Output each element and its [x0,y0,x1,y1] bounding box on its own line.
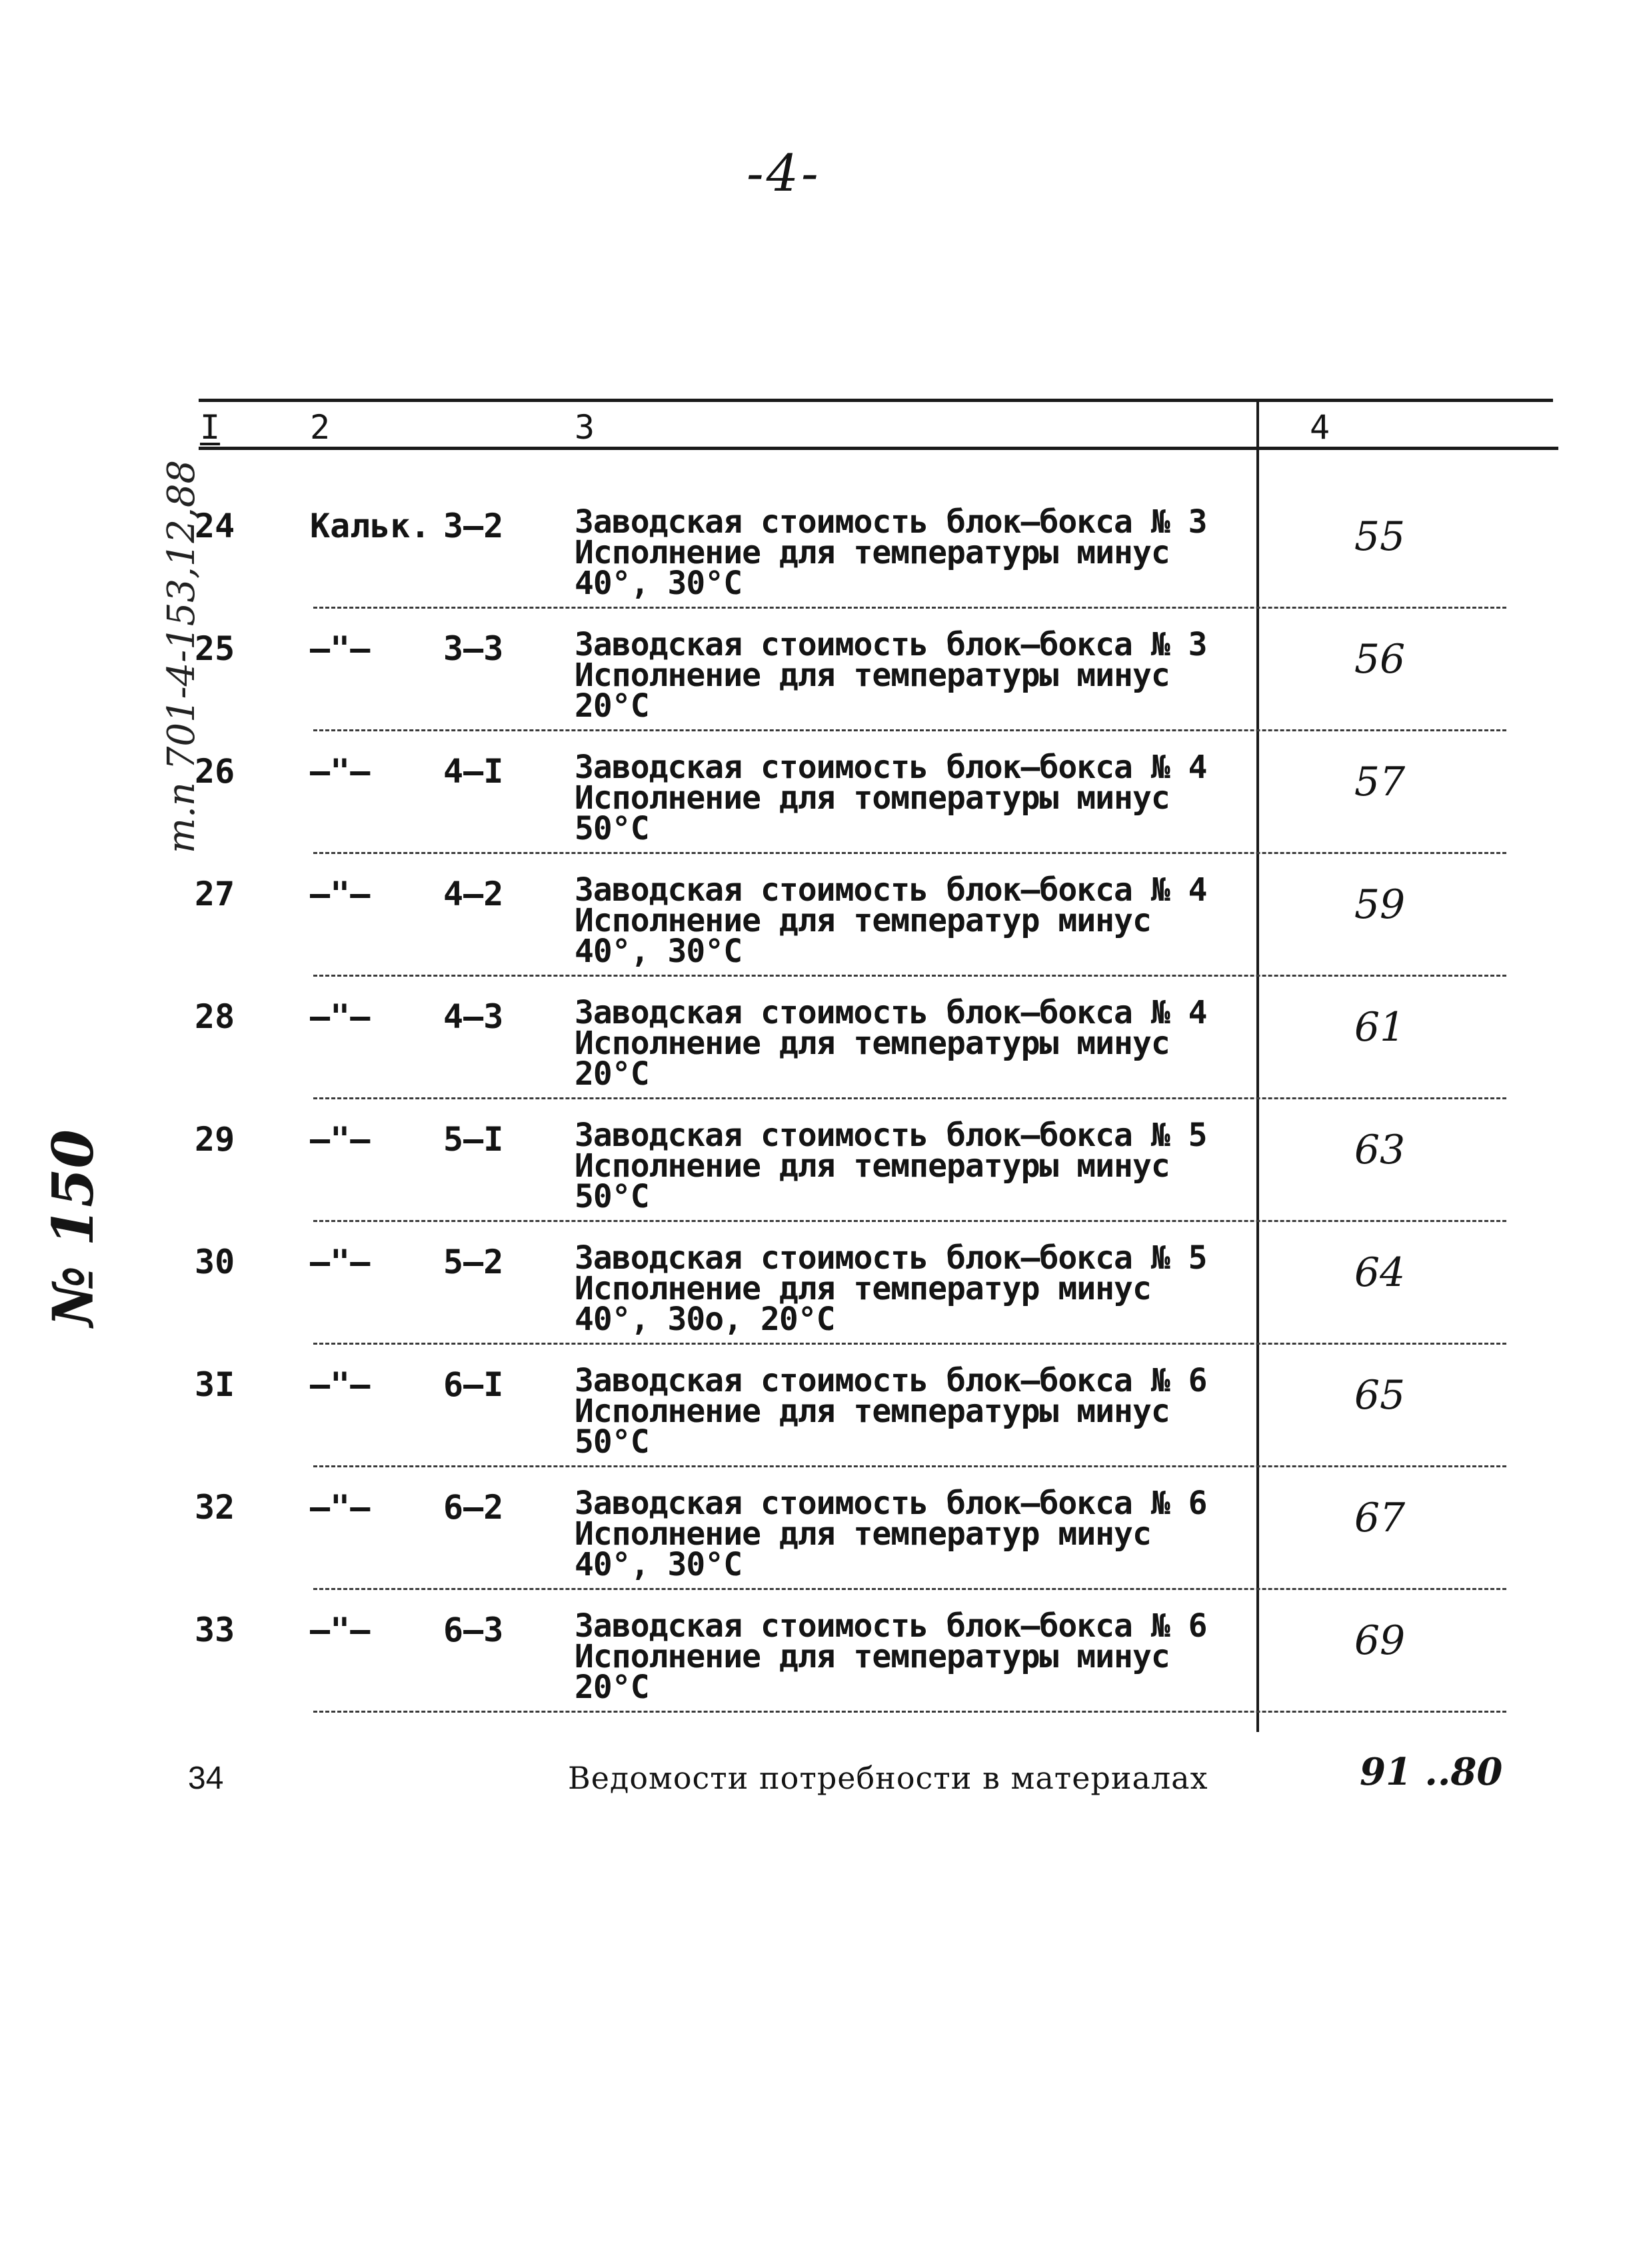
footer-row-description: Ведомости потребности в материалах [568,1760,1208,1796]
footer-row-page: 91 ..80 [1360,1750,1503,1794]
row-number: 26 [195,752,235,791]
row-page-number: 55 [1354,513,1406,560]
header-bottom-rule [199,447,1558,450]
column-header-2: 2 [310,408,331,447]
row-description [575,1117,1241,1215]
page-number: -4- [747,143,821,203]
row-description [575,1362,1241,1461]
row-number: 27 [195,875,235,913]
row-page-number: 61 [1354,1004,1406,1051]
row-reference-code: 6–3 [443,1611,504,1649]
row-separator [313,1343,1506,1345]
row-description-line: 20°С [575,1055,649,1093]
row-description-line: 50°С [575,810,649,847]
row-page-number: 69 [1354,1617,1406,1664]
row-separator [313,1588,1506,1590]
row-description-line: Заводская стоимость блок–бокса № 6 [575,1362,1207,1399]
row-description-line: Заводская стоимость блок–бокса № 5 [575,1239,1207,1277]
row-number: 32 [195,1488,235,1527]
row-reference: –"– [310,1365,371,1404]
row-separator [313,729,1506,731]
column-header-1: I [200,408,221,447]
row-page-number: 57 [1354,759,1406,805]
table-row [0,503,1637,629]
row-reference-code: 6–2 [443,1488,504,1527]
row-description-line: Заводская стоимость блок–бокса № 5 [575,1117,1207,1154]
row-reference-code: 5–2 [443,1243,504,1281]
row-number: 28 [195,997,235,1036]
row-description-line: Исполнение для температуры минус [575,1638,1170,1675]
row-reference: –"– [310,629,371,668]
row-number: 29 [195,1120,235,1159]
row-separator [313,1465,1506,1467]
row-description-line: 20°С [575,687,649,725]
table-row [0,1607,1637,1733]
row-reference: –"– [310,997,371,1036]
row-reference: –"– [310,752,371,791]
row-reference-code: 6–I [443,1365,504,1404]
row-reference: –"– [310,875,371,913]
row-separator [313,607,1506,609]
row-description-line: Заводская стоимость блок–бокса № 3 [575,503,1207,541]
row-separator [313,1220,1506,1222]
row-separator [313,852,1506,854]
row-reference-code: 5–I [443,1120,504,1159]
row-reference: –"– [310,1120,371,1159]
row-description [575,871,1241,970]
row-reference: Кальк. [310,507,431,545]
row-page-number: 63 [1354,1127,1406,1173]
row-description-line: Исполнение для температуры минус [575,657,1170,694]
row-description-line: Заводская стоимость блок–бокса № 4 [575,994,1207,1031]
table-row [0,994,1637,1120]
row-reference: –"– [310,1611,371,1649]
row-page-number: 67 [1354,1495,1406,1541]
row-page-number: 64 [1354,1249,1406,1296]
row-description-line: 50°С [575,1423,649,1461]
row-description [575,503,1241,602]
row-separator [313,1097,1506,1099]
row-description [575,626,1241,725]
row-description [575,1239,1241,1338]
row-page-number: 65 [1354,1372,1406,1419]
row-description-line: Исполнение для температуры минус [575,534,1170,571]
row-description-line: Заводская стоимость блок–бокса № 4 [575,871,1207,909]
table-top-rule [199,399,1553,402]
table-row [0,749,1637,875]
row-reference-code: 3–2 [443,507,504,545]
column-header-4: 4 [1310,408,1330,447]
row-number: 24 [195,507,235,545]
row-description-line: Заводская стоимость блок–бокса № 4 [575,749,1207,786]
row-reference: –"– [310,1243,371,1281]
row-description-line: 50°С [575,1178,649,1215]
row-description-line: Исполнение для температур минус [575,1515,1151,1553]
footer-row-number: 34 [188,1761,224,1796]
row-reference-code: 4–2 [443,875,504,913]
row-description-line: Исполнение для температуры минус [575,1147,1170,1185]
row-reference: –"– [310,1488,371,1527]
row-description [575,1485,1241,1583]
column-header-3: 3 [575,408,595,447]
row-number: 25 [195,629,235,668]
row-number: 30 [195,1243,235,1281]
row-description-line: 40°, 30°С [575,933,743,970]
row-description-line: Исполнение для температуры минус [575,1025,1170,1062]
row-description-line: Заводская стоимость блок–бокса № 3 [575,626,1207,663]
row-separator [313,1711,1506,1713]
row-separator [313,975,1506,977]
row-description-line: 20°С [575,1669,649,1706]
row-number: 33 [195,1611,235,1649]
row-description-line: 40°, 30°С [575,565,743,602]
table-row [0,1239,1637,1365]
row-description [575,749,1241,847]
row-page-number: 59 [1354,881,1406,928]
row-page-number: 56 [1354,636,1406,683]
table-row [0,871,1637,997]
table-row [0,1362,1637,1488]
row-description [575,1607,1241,1706]
row-description-line: Заводская стоимость блок–бокса № 6 [575,1607,1207,1645]
row-description-line: Исполнение для температуры минус [575,1393,1170,1430]
row-description [575,994,1241,1093]
table-row [0,1117,1637,1243]
row-description-line: Исполнение для температур минус [575,1270,1151,1307]
row-reference-code: 3–3 [443,629,504,668]
row-description-line: Исполнение для температур минус [575,902,1151,939]
row-description-line: Заводская стоимость блок–бокса № 6 [575,1485,1207,1522]
row-reference-code: 4–3 [443,997,504,1036]
row-description-line: 40°, 30°С [575,1546,743,1583]
table-row [0,1485,1637,1611]
row-description-line: Исполнение для томпературы минус [575,779,1170,817]
row-description-line: 40°, 30о, 20°С [575,1301,835,1338]
row-number: 3I [195,1365,235,1404]
side-number-handwritten: № 150 [40,1129,106,1327]
table-row [0,626,1637,752]
row-reference-code: 4–I [443,752,504,791]
side-note-handwritten: т.п 701-4-153,12,88 [160,459,203,853]
